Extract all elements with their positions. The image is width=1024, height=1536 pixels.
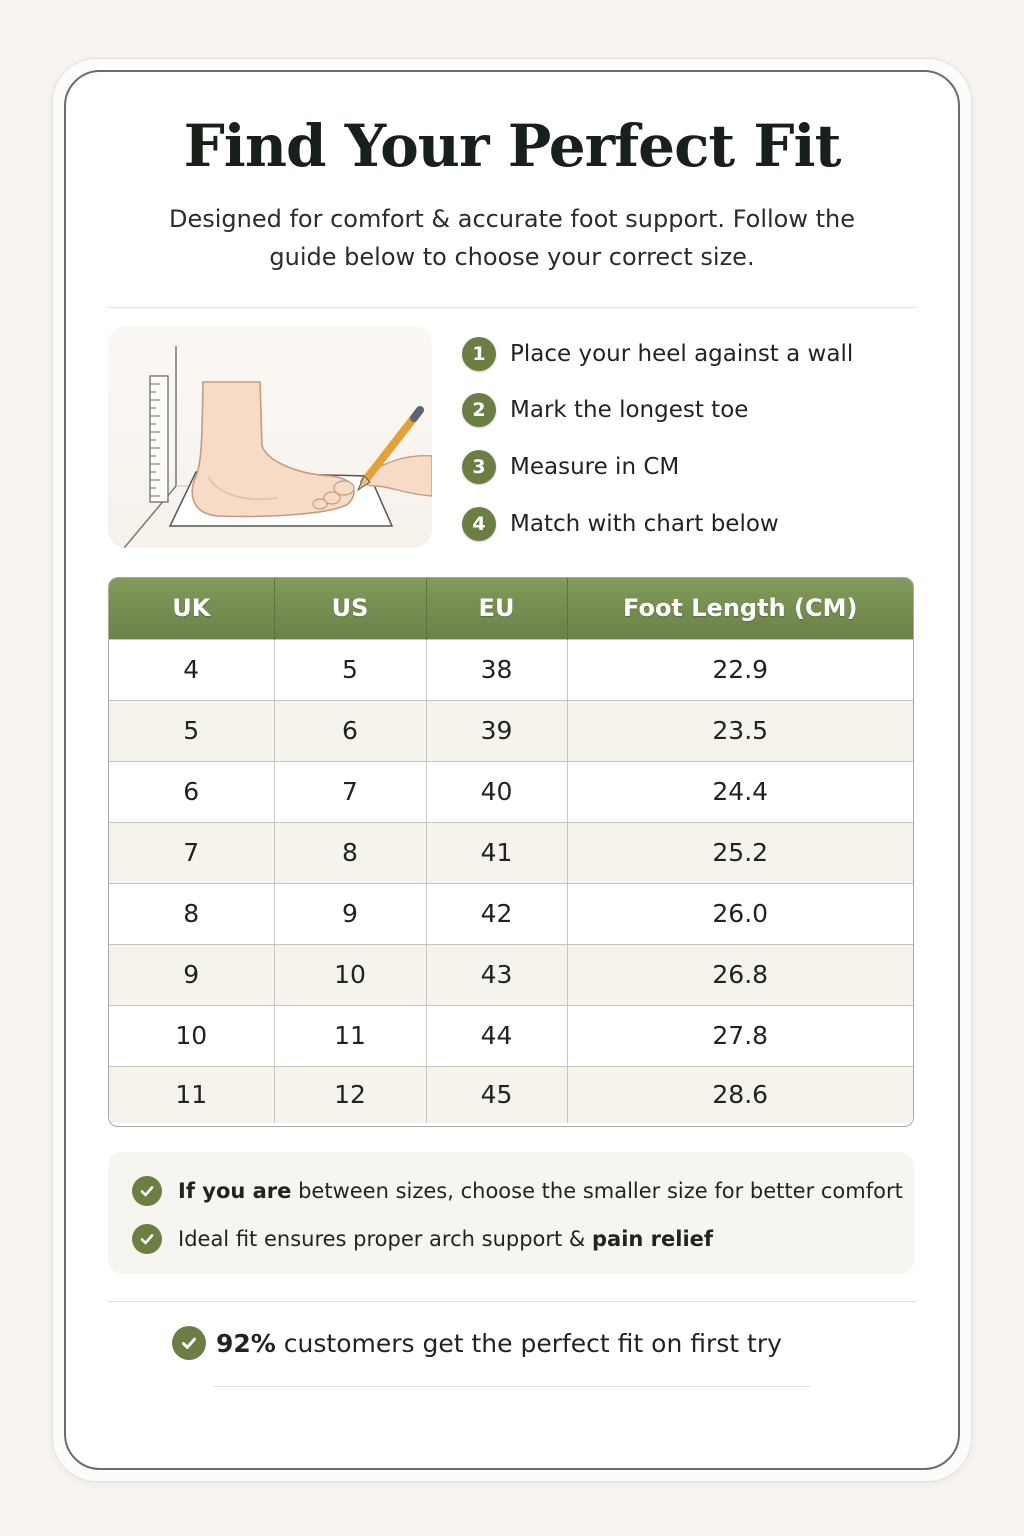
fit-notes [108, 1152, 914, 1274]
cell-uk: 4 [109, 639, 274, 700]
cell-eu: 44 [426, 1005, 567, 1066]
cell-length: 26.0 [567, 883, 913, 944]
cell-length: 25.2 [567, 822, 913, 883]
step-text: Measure in CM [510, 454, 680, 480]
header-uk: UK [109, 578, 274, 639]
step-number: 3 [462, 450, 496, 484]
step-number: 1 [462, 337, 496, 371]
cell-eu: 43 [426, 944, 567, 1005]
divider-top [108, 307, 916, 308]
cell-us: 7 [274, 761, 426, 822]
check-circle-icon [132, 1176, 162, 1206]
cell-uk: 7 [109, 822, 274, 883]
cell-us: 8 [274, 822, 426, 883]
step-text: Match with chart below [510, 511, 779, 537]
cell-uk: 8 [109, 883, 274, 944]
table-header-row [109, 578, 913, 639]
cell-us: 5 [274, 639, 426, 700]
table-row [109, 1005, 913, 1066]
cell-uk: 9 [109, 944, 274, 1005]
cell-length: 26.8 [567, 944, 913, 1005]
table-row [109, 822, 913, 883]
step-4 [462, 504, 779, 544]
step-text: Mark the longest toe [510, 397, 749, 423]
size-chart-table [108, 577, 914, 1127]
cell-us: 9 [274, 883, 426, 944]
stat-text: 92% customers get the perfect fit on first try [216, 1328, 782, 1358]
fit-stat [172, 1326, 782, 1360]
step-2 [462, 390, 748, 430]
step-1 [462, 334, 853, 374]
header-us: US [274, 578, 426, 639]
cell-eu: 40 [426, 761, 567, 822]
cell-length: 28.6 [567, 1066, 913, 1123]
cell-length: 22.9 [567, 639, 913, 700]
note-between-sizes [132, 1176, 903, 1206]
table-row [109, 883, 913, 944]
table-row [109, 944, 913, 1005]
table-row [109, 700, 913, 761]
table-row [109, 761, 913, 822]
cell-eu: 45 [426, 1066, 567, 1123]
cell-length: 27.8 [567, 1005, 913, 1066]
cell-eu: 42 [426, 883, 567, 944]
cell-eu: 41 [426, 822, 567, 883]
cell-uk: 11 [109, 1066, 274, 1123]
cell-uk: 10 [109, 1005, 274, 1066]
cell-length: 24.4 [567, 761, 913, 822]
header-foot-length: Foot Length (CM) [567, 578, 913, 639]
note-text: Ideal fit ensures proper arch support & pain relief [178, 1227, 714, 1251]
page-subtitle: Designed for comfort & accurate foot support. Follow the guide below to choose your correct size. [168, 205, 855, 271]
cell-us: 6 [274, 700, 426, 761]
cell-eu: 39 [426, 700, 567, 761]
cell-length: 23.5 [567, 700, 913, 761]
divider-bottom [108, 1301, 916, 1302]
header-eu: EU [426, 578, 567, 639]
cell-us: 12 [274, 1066, 426, 1123]
foot-measure-illustration [108, 326, 432, 548]
table-row [109, 1066, 913, 1123]
note-text: If you are between sizes, choose the smaller size for better comfort [178, 1179, 903, 1203]
page-title: Find Your Perfect Fit [183, 112, 841, 180]
step-3 [462, 447, 679, 487]
cell-eu: 38 [426, 639, 567, 700]
cell-uk: 5 [109, 700, 274, 761]
divider-footer [214, 1386, 810, 1387]
cell-us: 11 [274, 1005, 426, 1066]
check-circle-icon [172, 1326, 206, 1360]
step-number: 2 [462, 393, 496, 427]
step-text: Place your heel against a wall [510, 341, 854, 367]
check-circle-icon [132, 1224, 162, 1254]
table-row [109, 639, 913, 700]
step-number: 4 [462, 507, 496, 541]
cell-uk: 6 [109, 761, 274, 822]
note-ideal-fit [132, 1224, 713, 1254]
foot-measure-icon [108, 326, 432, 548]
cell-us: 10 [274, 944, 426, 1005]
